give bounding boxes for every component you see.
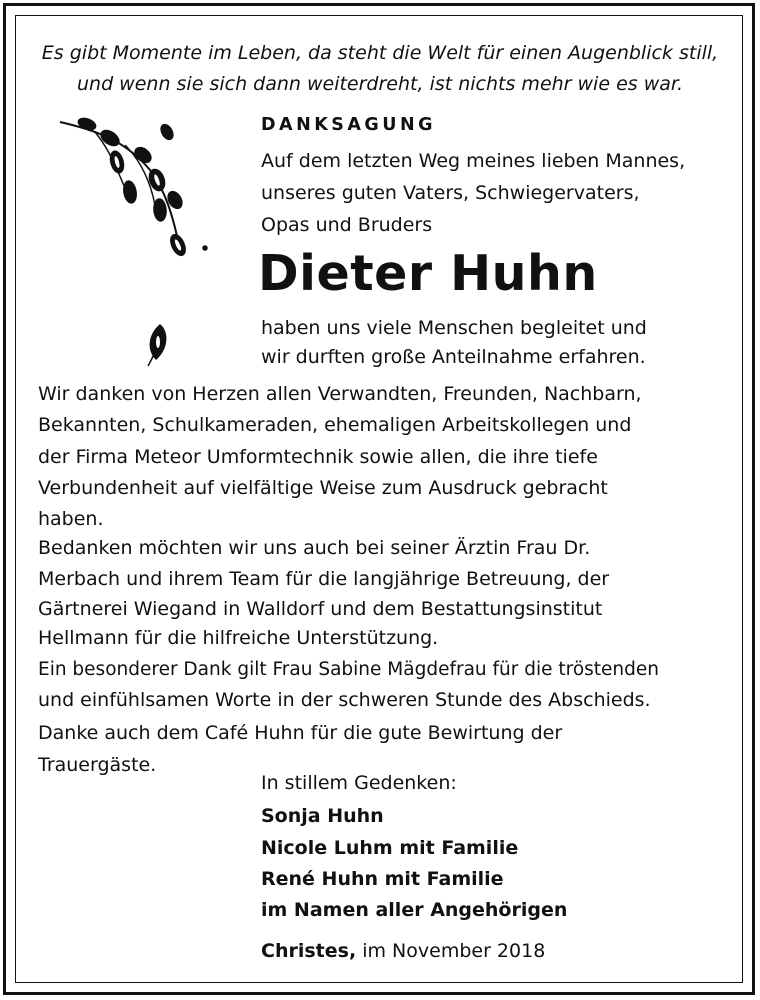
- after-name-line: haben uns viele Menschen begleitet und: [261, 317, 647, 339]
- signatory: Sonja Huhn: [261, 805, 384, 827]
- body-line: und einfühlsamen Worte in der schweren Stunde des Abschieds.: [38, 689, 651, 711]
- deceased-name: Dieter Huhn: [258, 245, 598, 302]
- body-line: Bedanken möchten wir uns auch bei seiner Ärztin Frau Dr.: [38, 537, 591, 559]
- intro-line: Auf dem letzten Weg meines lieben Mannes,: [261, 150, 686, 172]
- heading: DANKSAGUNG: [261, 115, 437, 135]
- body-line: Verbundenheit auf vielfältige Weise zum Ausdruck gebracht: [38, 477, 608, 499]
- body-line: Wir danken von Herzen allen Verwandten, Freunden, Nachbarn,: [38, 383, 642, 405]
- signatory: René Huhn mit Familie: [261, 868, 504, 890]
- place-date: [261, 940, 545, 962]
- signatory: im Namen aller Angehörigen: [261, 899, 568, 921]
- body-line: Trauergäste.: [38, 754, 157, 776]
- memorial-intro: In stillem Gedenken:: [261, 772, 457, 794]
- body-line: der Firma Meteor Umformtechnik sowie allen, die ihre tiefe: [38, 446, 598, 468]
- falling-leaf-icon: [138, 320, 178, 370]
- intro-line: Opas und Bruders: [261, 214, 433, 236]
- after-name-line: wir durften große Anteilnahme erfahren.: [261, 346, 646, 368]
- body-line: haben.: [38, 508, 104, 530]
- signatory: Nicole Luhm mit Familie: [261, 837, 519, 859]
- body-line: Hellmann für die hilfreiche Unterstützung.: [38, 627, 439, 649]
- place: Christes,: [261, 940, 357, 962]
- date: im November 2018: [362, 940, 546, 962]
- body-line: Gärtnerei Wiegand in Walldorf und dem Bestattungsinstitut: [38, 598, 603, 620]
- body-line: Danke auch dem Café Huhn für die gute Bewirtung der: [38, 722, 563, 744]
- motto-line-2: und wenn sie sich dann weiterdreht, ist nichts mehr wie es war.: [77, 73, 683, 95]
- motto-line-1: Es gibt Momente im Leben, da steht die Welt für einen Augenblick still,: [41, 42, 719, 64]
- body-line: Ein besonderer Dank gilt Frau Sabine Mägdefrau für die tröstenden: [38, 659, 660, 680]
- body-line: Bekannten, Schulkameraden, ehemaligen Arbeitskollegen und: [38, 414, 632, 436]
- birch-branch-icon: [55, 110, 220, 275]
- intro-line: unseres guten Vaters, Schwiegervaters,: [261, 182, 640, 204]
- body-line: Merbach und ihrem Team für die langjährige Betreuung, der: [38, 568, 610, 590]
